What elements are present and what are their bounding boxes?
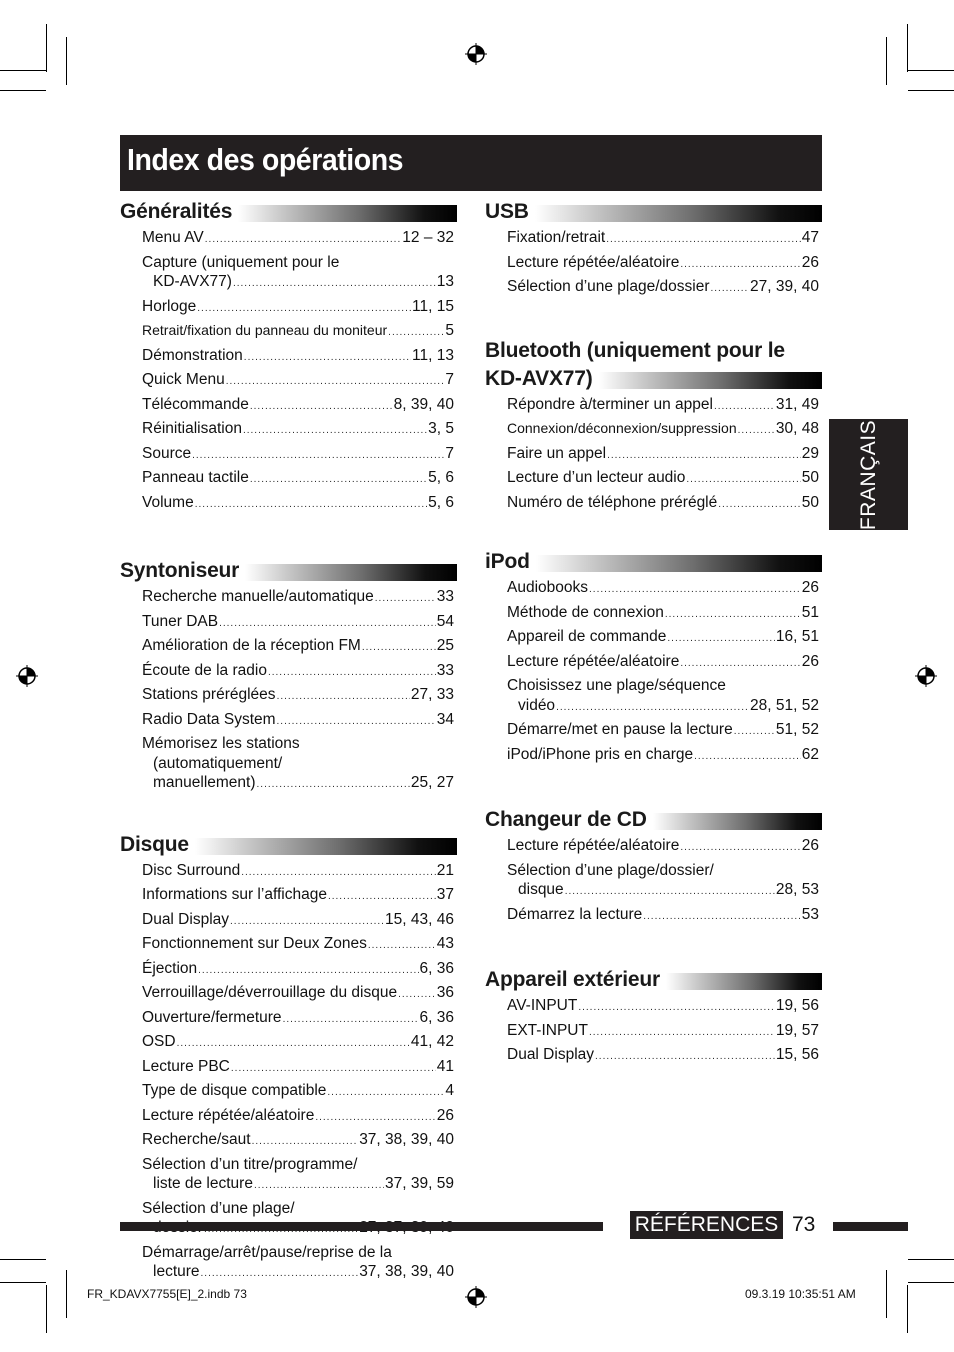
index-entry[interactable]: [485, 444, 822, 466]
index-section: [120, 197, 457, 514]
leader-dots: [250, 397, 393, 417]
index-section: [485, 805, 822, 926]
entry-page-ref[interactable]: 53: [801, 905, 819, 923]
entry-label: Tuner DAB: [142, 612, 219, 630]
index-entry[interactable]: [120, 661, 457, 683]
entry-label: Mémorisez les stations: [142, 735, 300, 752]
section-header: [120, 197, 457, 225]
index-entry[interactable]: [120, 297, 457, 319]
entry-page-ref[interactable]: 25: [436, 637, 454, 654]
entry-label: Volume: [142, 493, 194, 511]
entry-label: Radio Data System: [142, 710, 276, 728]
footer-rule: [120, 1222, 603, 1231]
entry-page-ref[interactable]: 34: [436, 710, 454, 728]
section-title: iPod: [485, 550, 530, 573]
index-entry[interactable]: [120, 1243, 457, 1284]
entry-page-ref[interactable]: 26: [801, 579, 819, 596]
entry-page-ref[interactable]: 7: [445, 444, 454, 462]
entry-page-ref[interactable]: 51, 52: [775, 721, 819, 738]
crop-mark: [0, 1259, 46, 1260]
title-banner: [120, 135, 822, 191]
entry-page-ref[interactable]: 54: [436, 612, 454, 630]
entry-page-ref[interactable]: 26: [801, 652, 819, 670]
entry-page-ref[interactable]: 33: [436, 661, 454, 679]
entry-label: Sélection d’un titre/programme/: [142, 1155, 358, 1173]
index-entry[interactable]: [120, 1081, 457, 1103]
entry-page-ref[interactable]: 5: [445, 322, 454, 339]
entry-label: Démarre/met en pause la lecture: [507, 721, 733, 738]
index-entry[interactable]: [120, 321, 457, 343]
leader-dots: [328, 887, 436, 907]
entry-label: Fixation/retrait: [507, 229, 606, 246]
leader-dots: [177, 1034, 410, 1054]
leader-dots: [694, 747, 801, 767]
section-gradient-bar: [666, 973, 822, 990]
entry-label: Lecture répétée/aléatoire: [507, 652, 680, 670]
entry-label: Écoute de la radio: [142, 661, 267, 679]
leader-dots: [230, 912, 384, 932]
crop-mark: [66, 37, 67, 85]
entry-page-ref[interactable]: 11, 15: [412, 297, 454, 315]
index-column-left: [120, 197, 457, 1284]
leader-dots: [388, 323, 444, 343]
leader-dots: [375, 589, 436, 609]
index-entry[interactable]: [120, 1130, 457, 1152]
index-section: [120, 556, 457, 795]
entry-label: Faire un appel: [507, 444, 607, 462]
entry-label: Réinitialisation: [142, 420, 242, 437]
leader-dots: [686, 470, 800, 490]
index-entry[interactable]: [120, 1106, 457, 1128]
entry-label: OSD: [142, 1033, 176, 1050]
entry-page-ref[interactable]: 28, 51, 52: [750, 696, 819, 714]
leader-dots: [231, 1059, 436, 1079]
index-entry[interactable]: [120, 685, 457, 707]
leader-dots: [589, 1023, 775, 1043]
leader-dots: [368, 936, 436, 956]
entry-page-ref[interactable]: 29: [801, 444, 819, 462]
leader-dots: [667, 629, 774, 649]
section-gradient-bar: [599, 372, 823, 389]
crop-mark: [66, 1270, 67, 1318]
entry-label: Audiobooks: [507, 579, 589, 596]
entry-label: Horloge: [142, 297, 197, 315]
leader-dots: [197, 299, 411, 319]
page-title: Index des opérations: [127, 142, 404, 177]
entry-page-ref[interactable]: 50: [801, 493, 819, 511]
leader-dots: [198, 961, 418, 981]
entry-page-ref[interactable]: 31, 49: [775, 395, 819, 413]
entry-label: Appareil de commande: [507, 628, 667, 645]
entry-page-ref[interactable]: 7: [445, 371, 454, 388]
index-entry[interactable]: [120, 734, 457, 795]
index-column-right: [485, 197, 822, 1067]
section-header: [485, 364, 822, 392]
entry-label: Éjection: [142, 959, 198, 977]
leader-dots: [714, 397, 775, 417]
page-number: 73: [792, 1213, 816, 1236]
index-entry[interactable]: [120, 885, 457, 907]
index-entry[interactable]: [485, 720, 822, 742]
entry-page-ref[interactable]: 19, 57: [775, 1021, 819, 1039]
leader-dots: [219, 614, 436, 634]
entry-label: Recherche manuelle/automatique: [142, 588, 374, 605]
section-header: [120, 556, 457, 584]
index-entry[interactable]: [485, 627, 822, 649]
leader-dots: [589, 580, 801, 600]
crop-mark: [886, 37, 887, 85]
crop-mark: [907, 24, 908, 72]
index-entry[interactable]: [120, 253, 457, 294]
index-entry[interactable]: [120, 710, 457, 732]
entry-label: Numéro de téléphone préréglé: [507, 493, 718, 511]
entry-page-ref[interactable]: 15, 43, 46: [385, 910, 454, 928]
entry-page-ref[interactable]: 25, 27: [410, 774, 454, 791]
leader-dots: [327, 1083, 444, 1103]
section-title-continued: KD-AVX77): [485, 366, 593, 390]
entry-label: Quick Menu: [142, 371, 225, 388]
leader-dots: [578, 998, 775, 1018]
crop-mark: [908, 1282, 954, 1283]
index-section: [120, 830, 457, 1284]
entry-label: Disc Surround: [142, 861, 241, 879]
section-header: [485, 805, 822, 833]
crop-mark: [46, 1285, 47, 1333]
leader-dots: [268, 663, 436, 683]
entry-label: disque: [518, 881, 564, 898]
entry-page-ref[interactable]: 37, 39, 59: [385, 1175, 454, 1192]
entry-page-ref[interactable]: 6, 36: [419, 959, 454, 977]
entry-page-ref[interactable]: 26: [436, 1106, 454, 1124]
section-gradient-bar: [195, 838, 457, 855]
entry-page-ref[interactable]: 50: [801, 469, 819, 486]
entry-label: KD-AVX77): [153, 273, 232, 290]
entry-page-ref[interactable]: 27, 39, 40: [750, 278, 819, 295]
entry-label: Sélection d’une plage/dossier: [507, 278, 710, 295]
registration-mark-icon: [465, 43, 487, 65]
registration-mark-icon: [16, 665, 38, 687]
entry-page-ref[interactable]: 3, 5: [428, 420, 454, 437]
index-entry[interactable]: [120, 395, 457, 417]
leader-dots: [201, 1264, 359, 1284]
leader-dots: [241, 863, 436, 883]
leader-dots: [362, 638, 436, 658]
crop-mark: [0, 1282, 46, 1283]
leader-dots: [252, 1132, 359, 1152]
footer-rule: [833, 1222, 908, 1231]
section-gradient-bar: [653, 813, 822, 830]
index-entry[interactable]: [120, 959, 457, 981]
leader-dots: [243, 421, 427, 441]
section-gradient-bar: [245, 564, 457, 581]
entry-label: Répondre à/terminer un appel: [507, 395, 713, 413]
index-entry[interactable]: [120, 1032, 457, 1054]
index-entry[interactable]: [485, 676, 822, 717]
section-header: [485, 197, 822, 225]
entry-label: Dual Display: [142, 910, 230, 928]
leader-dots: [665, 605, 801, 625]
leader-dots: [195, 495, 427, 515]
section-header: [120, 830, 457, 858]
crop-mark: [907, 1285, 908, 1333]
index-entry[interactable]: [485, 1021, 822, 1043]
entry-label: Retrait/fixation du panneau du moniteur: [142, 322, 388, 338]
leader-dots: [244, 348, 411, 368]
index-entry[interactable]: [120, 370, 457, 392]
section-header: [485, 547, 822, 575]
section-title: USB: [485, 200, 529, 223]
index-entry[interactable]: [120, 419, 457, 441]
index-entry[interactable]: [485, 277, 822, 299]
index-entry[interactable]: [120, 1008, 457, 1030]
index-entry[interactable]: [485, 419, 822, 441]
entry-label: Lecture d’un lecteur audio: [507, 469, 686, 486]
entry-label: manuellement): [153, 774, 256, 791]
entry-label: Connexion/déconnexion/suppression: [507, 420, 737, 436]
index-entry[interactable]: [485, 395, 822, 417]
entry-label: Ouverture/fermeture: [142, 1008, 282, 1026]
index-entry[interactable]: [120, 468, 457, 490]
index-entry[interactable]: [120, 934, 457, 956]
index-entry[interactable]: [485, 745, 822, 767]
section-title: Disque: [120, 832, 189, 856]
entry-label: Fonctionnement sur Deux Zones: [142, 935, 367, 952]
leader-dots: [192, 446, 444, 466]
entry-page-ref[interactable]: 62: [801, 745, 819, 763]
index-entry[interactable]: [120, 636, 457, 658]
leader-dots: [283, 1010, 419, 1030]
entry-label: Lecture PBC: [142, 1057, 230, 1075]
entry-page-ref[interactable]: 4: [445, 1082, 454, 1099]
entry-page-ref[interactable]: 5, 6: [428, 469, 454, 486]
entry-label: AV-INPUT: [507, 997, 578, 1014]
index-entry[interactable]: [485, 603, 822, 625]
leader-dots: [595, 1047, 775, 1067]
index-section: [485, 547, 822, 766]
entry-label: Lecture répétée/aléatoire: [142, 1106, 315, 1124]
index-section: [485, 197, 822, 299]
leader-dots: [556, 698, 749, 718]
crop-mark: [0, 70, 46, 71]
leader-dots: [277, 687, 410, 707]
entry-label: Télécommande: [142, 395, 249, 413]
entry-label: Recherche/saut: [142, 1131, 251, 1148]
index-entry[interactable]: [485, 468, 822, 490]
index-entry[interactable]: [120, 1199, 457, 1240]
index-entry[interactable]: [120, 612, 457, 634]
entry-label: Démarrage/arrêt/pause/reprise de la: [142, 1243, 392, 1261]
entry-label: Panneau tactile: [142, 469, 249, 486]
entry-label: Menu AV: [142, 229, 204, 246]
leader-dots: [250, 470, 427, 490]
crop-mark: [46, 24, 47, 72]
leader-dots: [565, 882, 775, 902]
entry-label: Méthode de connexion: [507, 603, 664, 621]
crop-mark: [908, 1259, 954, 1260]
crop-mark: [886, 1270, 887, 1318]
entry-label: Informations sur l’affichage: [142, 886, 327, 903]
entry-page-ref[interactable]: 51: [801, 603, 819, 621]
section-title: Bluetooth (uniquement pour le: [485, 338, 785, 362]
entry-page-ref[interactable]: 27, 33: [410, 686, 454, 703]
entry-page-ref[interactable]: 21: [436, 861, 454, 879]
entry-label: Démonstration: [142, 346, 243, 364]
leader-dots: [643, 907, 801, 927]
crop-mark: [908, 70, 954, 71]
index-entry[interactable]: [485, 836, 822, 858]
registration-mark-icon: [465, 1286, 487, 1308]
leader-dots: [315, 1108, 435, 1128]
entry-label: lecture: [153, 1263, 200, 1280]
entry-label: liste de lecture: [153, 1175, 253, 1192]
print-slug-file: FR_KDAVX7755[E]_2.indb 73: [87, 1287, 247, 1301]
entry-label: Verrouillage/déverrouillage du disque: [142, 984, 398, 1001]
leader-dots: [254, 1176, 384, 1196]
leader-dots: [257, 775, 410, 795]
leader-dots: [233, 274, 436, 294]
leader-dots: [680, 838, 800, 858]
entry-label: Choisissez une plage/séquence: [507, 677, 726, 694]
section-title: Changeur de CD: [485, 808, 647, 831]
index-entry[interactable]: [485, 1045, 822, 1067]
leader-dots: [738, 421, 775, 441]
index-entry[interactable]: [485, 905, 822, 927]
leader-dots: [607, 446, 801, 466]
crop-mark: [908, 90, 954, 91]
leader-dots: [734, 722, 775, 742]
index-entry[interactable]: [485, 253, 822, 275]
section-gradient-bar: [238, 205, 457, 222]
section-gradient-bar: [536, 555, 822, 572]
entry-label: Amélioration de la réception FM: [142, 637, 361, 654]
index-entry[interactable]: [120, 910, 457, 932]
entry-page-ref[interactable]: 16, 51: [775, 628, 819, 645]
entry-label: Dual Display: [507, 1046, 595, 1063]
entry-page-ref[interactable]: 26: [801, 837, 819, 854]
entry-label: Sélection d’une plage/: [142, 1199, 295, 1217]
leader-dots: [205, 230, 402, 250]
index-entry[interactable]: [485, 493, 822, 515]
entry-label: Lecture répétée/aléatoire: [507, 837, 680, 854]
language-tab-label: FRANÇAIS: [856, 419, 880, 530]
leader-dots: [718, 495, 801, 515]
crop-mark: [0, 90, 46, 91]
entry-page-ref[interactable]: 26: [801, 253, 819, 271]
entry-label: Capture (uniquement pour le: [142, 253, 340, 271]
entry-label: vidéo: [518, 696, 556, 714]
leader-dots: [711, 279, 750, 299]
index-entry[interactable]: [120, 346, 457, 368]
entry-page-ref[interactable]: 5, 6: [428, 493, 454, 511]
leader-dots: [226, 372, 445, 392]
index-entry[interactable]: [120, 983, 457, 1005]
section-title: Généralités: [120, 200, 233, 223]
entry-page-ref[interactable]: 15, 56: [775, 1046, 819, 1063]
entry-page-ref[interactable]: 28, 53: [775, 881, 819, 898]
print-slug-date: 09.3.19 10:35:51 AM: [745, 1287, 856, 1301]
leader-dots: [606, 230, 801, 250]
index-entry[interactable]: [120, 493, 457, 515]
index-entry[interactable]: [485, 578, 822, 600]
index-entry[interactable]: [120, 1155, 457, 1196]
entry-page-ref[interactable]: 12 – 32: [402, 229, 454, 246]
leader-dots: [277, 712, 436, 732]
section-header: [485, 965, 822, 993]
entry-label: Stations préréglées: [142, 686, 276, 703]
registration-mark-icon: [915, 665, 937, 687]
entry-label: Lecture répétée/aléatoire: [507, 253, 680, 271]
entry-label: (automatiquement/: [153, 754, 283, 772]
entry-page-ref[interactable]: 37: [436, 886, 454, 903]
entry-label: Démarrez la lecture: [507, 905, 643, 923]
index-entry[interactable]: [120, 587, 457, 609]
section-gradient-bar: [535, 205, 822, 222]
index-entry[interactable]: [120, 1057, 457, 1079]
entry-label: Sélection d’une plage/dossier/: [507, 861, 714, 879]
entry-page-ref[interactable]: 37, 38, 39, 40: [359, 1263, 454, 1280]
entry-page-ref[interactable]: 11, 13: [412, 346, 454, 364]
entry-page-ref[interactable]: 41, 42: [410, 1033, 454, 1050]
leader-dots: [680, 654, 800, 674]
index-section: [485, 338, 822, 515]
leader-dots: [680, 255, 800, 275]
entry-page-ref[interactable]: 6, 36: [419, 1008, 454, 1026]
index-entry[interactable]: [485, 228, 822, 250]
index-entry[interactable]: [120, 228, 457, 250]
language-tab: [829, 419, 908, 530]
entry-page-ref[interactable]: 33: [436, 588, 454, 605]
entry-page-ref[interactable]: 30, 48: [775, 420, 819, 437]
index-entry[interactable]: [120, 861, 457, 883]
index-entry[interactable]: [485, 996, 822, 1018]
index-entry[interactable]: [485, 861, 822, 902]
section-title: Syntoniseur: [120, 559, 240, 582]
entry-label: Source: [142, 444, 192, 462]
footer-section-label: RÉFÉRENCES: [630, 1211, 783, 1239]
index-entry[interactable]: [120, 444, 457, 466]
leader-dots: [398, 985, 436, 1005]
entry-page-ref[interactable]: 41: [436, 1057, 454, 1075]
section-title: Appareil extérieur: [485, 968, 660, 991]
entry-page-ref[interactable]: 36: [436, 984, 454, 1001]
index-section: [485, 965, 822, 1067]
index-entry[interactable]: [485, 652, 822, 674]
entry-page-ref[interactable]: 13: [436, 273, 454, 290]
entry-label: iPod/iPhone pris en charge: [507, 745, 694, 763]
entry-page-ref[interactable]: 19, 56: [775, 997, 819, 1014]
entry-page-ref[interactable]: 8, 39, 40: [393, 395, 454, 413]
entry-label: Type de disque compatible: [142, 1082, 327, 1099]
entry-page-ref[interactable]: 43: [436, 935, 454, 952]
entry-page-ref[interactable]: 47: [801, 229, 819, 246]
entry-label: EXT-INPUT: [507, 1021, 588, 1039]
entry-page-ref[interactable]: 37, 38, 39, 40: [359, 1131, 454, 1148]
